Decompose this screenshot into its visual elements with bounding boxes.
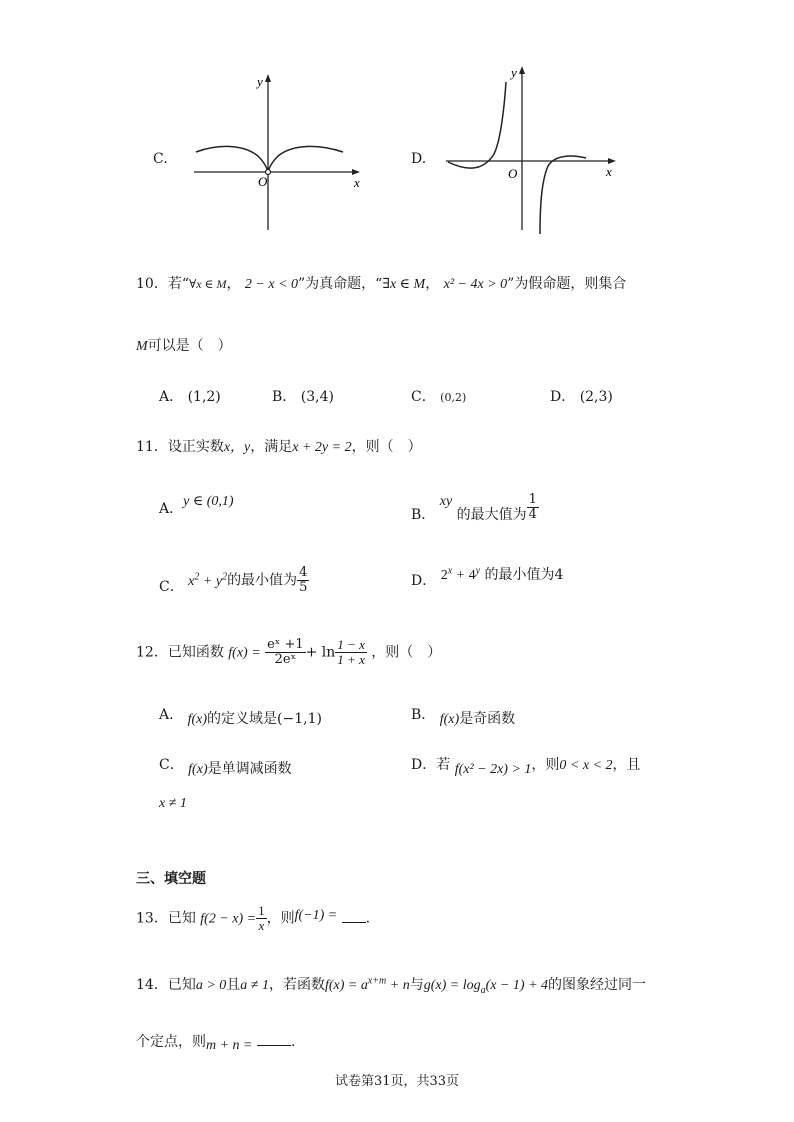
graph-d-curve-left — [448, 82, 506, 168]
section-3-title: 三、填空题 — [136, 871, 206, 887]
q12-option-b[interactable]: B． f(x)是奇函数 — [411, 707, 516, 727]
graph-d-curve-right — [540, 156, 586, 234]
graph-d-y-arrow — [519, 66, 525, 74]
q10-set-m: M — [136, 339, 148, 354]
q12-option-c[interactable]: C． f(x)是单调减函数 — [159, 757, 292, 777]
graph-c-curve — [196, 146, 343, 172]
graph-c-origin-label: O — [258, 174, 268, 189]
question-10-line1: 10．若“∀x ∈ M， 2 − x < 0”为真命题，“∃x ∈ M， x² − 4x > 0”为假命题，则集合 — [136, 276, 627, 292]
q11-option-a[interactable]: A．y ∈ (0,1) — [159, 494, 234, 517]
q12-option-d[interactable]: D．若 f(x² − 2x) > 1，则0 < x < 2，且 — [411, 757, 641, 777]
q12-option-a[interactable]: A． f(x)的定义域是(−1,1) — [159, 707, 322, 727]
graph-d — [444, 62, 624, 234]
q10-option-c[interactable]: C． (0,2) — [411, 389, 467, 405]
q11-c-expr: $x^2 + y^2$ — [188, 570, 228, 589]
q10-quote: “ — [181, 276, 189, 292]
q13-answer-blank[interactable] — [342, 910, 366, 923]
question-13: 13．已知 f(2 − x) = $\frac{1}{x}$ ，则f(−1) = . — [136, 903, 371, 933]
q10-forall: ∀x ∈ M — [189, 277, 227, 291]
q13-number: 13．已知 — [136, 910, 196, 927]
q11-d-expr: $2^x + 4^y$ — [440, 565, 481, 583]
graph-d-origin-label: O — [508, 166, 518, 181]
q12-option-d-line2: x ≠ 1 — [159, 796, 187, 811]
q11-number: 11．设正实数 — [136, 439, 224, 455]
graph-c-y-label: y — [257, 74, 263, 89]
question-14-line1: 14．已知a > 0且a ≠ 1，若函数$f(x) = a^{x+m} + n$与$g(x) = \log_a(x - 1) + 4$的图象经过同一 — [136, 975, 647, 996]
q10-option-b[interactable]: B． (3,4) — [272, 389, 334, 405]
q11-option-c[interactable]: C． $x^2 + y^2$的最小值为 $\frac{4}{5}$ — [159, 565, 308, 595]
q10-number: 10．若 — [136, 276, 182, 292]
question-10-line2: M可以是（ ） — [136, 338, 232, 354]
q11-option-d[interactable]: D． $2^x + 4^y$ 的最小值为4 — [411, 565, 564, 589]
q11-cond: x + 2y = 2 — [292, 440, 352, 455]
question-12-stem: 12．已知函数 f(x) = $\frac{\text{eˣ +1}}{\text{2eˣ}}$ + ln $\frac{1 - x}{1 + x}$ ，则（ ） — [136, 637, 442, 667]
graph-d-y-label: y — [511, 65, 517, 80]
graph-c-y-arrow — [265, 74, 271, 82]
q10-exists: ∃x ∈ M — [382, 277, 426, 292]
graph-c-x-label: x — [354, 175, 360, 190]
q10-option-a[interactable]: A． (1,2) — [159, 389, 221, 405]
question-11-stem: 11．设正实数x，y，满足x + 2y = 2，则（ ） — [136, 439, 422, 455]
q10-cond2: x² − 4x > 0 — [443, 277, 508, 292]
page-footer: 试卷第31页，共33页 — [334, 1074, 460, 1089]
q12-number: 12．已知函数 — [136, 644, 224, 661]
question-14-line2: 个定点，则m + n = . — [136, 1034, 296, 1053]
q10-cond1: 2 − x < 0 — [244, 277, 299, 292]
option-c-label: C. — [153, 151, 168, 167]
option-d-label: D. — [411, 151, 427, 167]
q14-answer-blank[interactable] — [257, 1035, 291, 1046]
graph-d-x-label: x — [606, 164, 612, 179]
graph-c — [188, 68, 368, 230]
q14-number: 14．已知 — [136, 977, 196, 993]
q11-option-b[interactable]: B． xy 的最大值为 $\frac{1}{4}$ — [411, 492, 537, 523]
q10-option-d[interactable]: D． (2,3) — [550, 389, 613, 405]
